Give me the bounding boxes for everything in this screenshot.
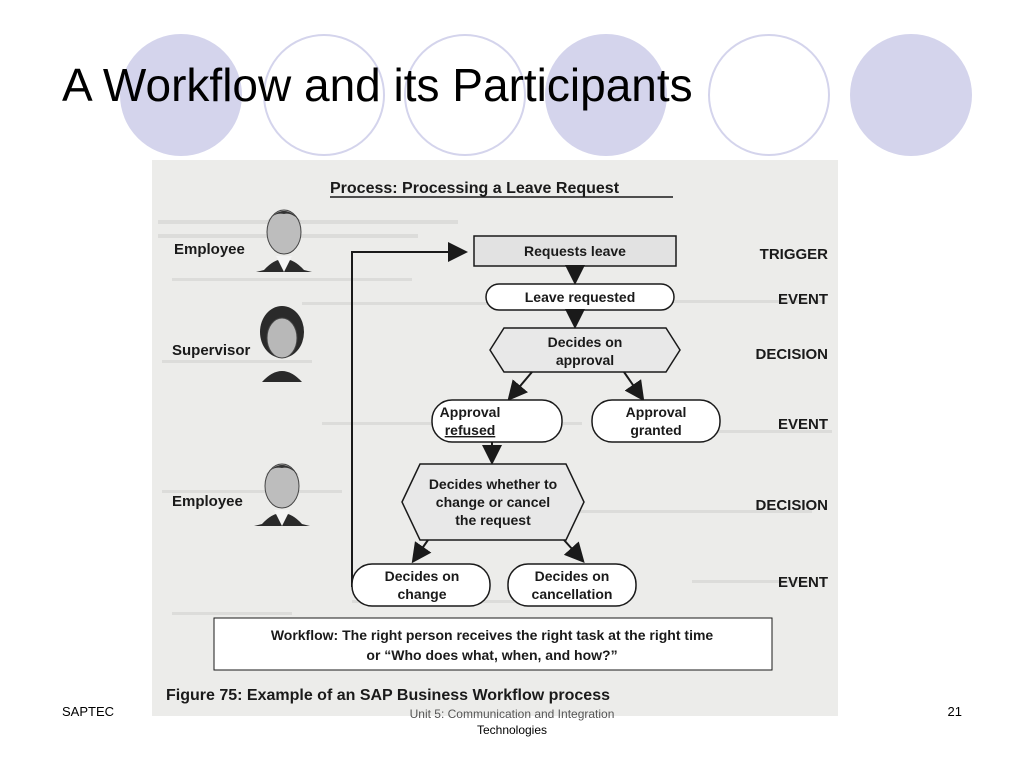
decorative-circle-5 xyxy=(708,34,830,156)
label-event-1: EVENT xyxy=(777,291,828,308)
role-employee-2: Employee xyxy=(172,493,243,510)
event-change-line2: change xyxy=(397,586,447,602)
workflow-figure xyxy=(152,160,838,716)
footer-organization: SAPTEC xyxy=(62,704,115,719)
arrow-7 xyxy=(564,540,582,560)
label-decision-1: DECISION xyxy=(755,346,828,363)
decision-approval-line1: Decides on xyxy=(547,334,623,350)
footer-unit-line1: Unit 5: Communication and Integration xyxy=(409,707,615,721)
label-trigger: TRIGGER xyxy=(759,246,828,263)
step-requests-leave-label: Requests leave xyxy=(524,243,626,259)
role-employee-1: Employee xyxy=(174,241,245,258)
arrow-3 xyxy=(510,372,532,398)
event-change-line1: Decides on xyxy=(384,568,460,584)
footer-unit-line2: Technologies xyxy=(476,723,548,737)
employee-photo-1 xyxy=(256,210,312,272)
decorative-circle-6 xyxy=(850,34,972,156)
role-supervisor: Supervisor xyxy=(172,342,251,359)
event-approval-granted-line1: Approval xyxy=(625,404,687,420)
figure-caption: Figure 75: Example of an SAP Business Workflow process xyxy=(166,687,610,704)
workflow-definition-line1: Workflow: The right person receives the right task at the right time xyxy=(270,627,714,643)
process-title: Process: Processing a Leave Request xyxy=(330,180,620,197)
arrow-6 xyxy=(414,540,428,560)
label-decision-2: DECISION xyxy=(755,497,828,514)
decision-change-line1: Decides whether to xyxy=(428,476,558,492)
event-approval-granted-line2: granted xyxy=(630,422,682,438)
employee-photo-2 xyxy=(254,464,310,526)
decision-change-line2: change or cancel xyxy=(435,494,551,510)
page-number: 21 xyxy=(947,704,962,719)
footer-unit-title xyxy=(340,706,684,738)
workflow-definition-line2: or “Who does what, when, and how?” xyxy=(366,647,618,663)
workflow-diagram xyxy=(152,160,838,716)
decision-approval-line2: approval xyxy=(555,352,615,368)
decision-change-line3: the request xyxy=(455,512,531,528)
event-approval-refused-line1: Approval xyxy=(439,404,501,420)
label-event-3: EVENT xyxy=(777,574,828,591)
slide-title: A Workflow and its Participants xyxy=(62,59,693,111)
supervisor-photo xyxy=(260,306,304,382)
arrow-4 xyxy=(624,372,642,398)
event-cancel-line2: cancellation xyxy=(531,586,613,602)
event-leave-requested-label: Leave requested xyxy=(524,289,636,305)
event-cancel-line1: Decides on xyxy=(534,568,610,584)
label-event-2: EVENT xyxy=(777,416,828,433)
event-approval-refused-line2: refused xyxy=(444,422,496,438)
